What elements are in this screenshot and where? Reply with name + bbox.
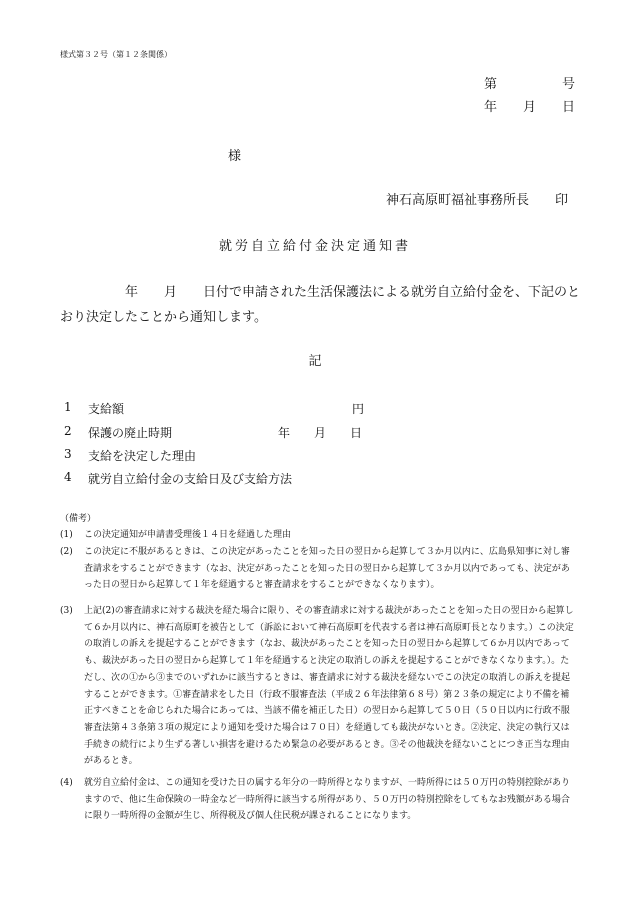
document-number: 第 号: [484, 77, 576, 92]
note-number: (2): [60, 547, 73, 557]
note-text: 就労自立給付金は、この通知を受けた日の属する年分の一時所得となりますが、一時所得には５０万円の特別控除がありますので、他に生命保険の一時金など一時所得に該当する所得があり、５０万円の特別控除をしてもなお残額がある場合に限り一時所得の金額が生じ、所得税及び個人住民税が課されることになります。: [84, 778, 571, 822]
item-value-2: 年 月 日: [278, 426, 363, 440]
addressee: 様: [228, 149, 242, 164]
note-number: (3): [60, 606, 73, 616]
note-2: [60, 544, 578, 594]
note-text: この決定に不服があるときは、この決定があったことを知った日の翌日から起算して３か月以内に、広島県知事に対し審査請求をすることができます（なお、決定があったことを知った日の翌日から起算して３か月以内であっても、決定があった日の翌日から起算して１年を経過すると審査請求をすることができなくなります）。: [84, 547, 570, 591]
item-number-1: 1: [64, 400, 72, 414]
note-text: この決定通知が申請書受理後１４日を経過した理由: [84, 530, 292, 540]
item-number-4: 4: [64, 470, 72, 484]
notes-heading: （備考）: [60, 514, 97, 524]
sender: 神石高原町福祉事務所長 印: [386, 193, 569, 208]
item-label-1: 支給額: [88, 402, 125, 416]
document-date: 年 月 日: [484, 100, 576, 115]
ki-heading: 記: [308, 354, 322, 369]
note-number: (1): [60, 530, 73, 540]
note-4: [60, 775, 578, 825]
note-number: (4): [60, 778, 73, 788]
item-number-3: 3: [64, 447, 72, 461]
item-label-4: 就労自立給付金の支給日及び支給方法: [88, 472, 293, 486]
item-label-3: 支給を決定した理由: [88, 449, 197, 463]
form-number: 様式第３２号（第１２条関係）: [60, 50, 172, 59]
note-text: 上記(2)の審査請求に対する裁決を経た場合に限り、その審査請求に対する裁決があったことを知った日の翌日から起算して６か月以内に、神石高原町を被告として（訴訟において神石高原町を代表する者は神石高原町長となります。）この決定の取消しの訴えを提起することができます（なお、裁決があったことを知った日の翌日から起算して６か月以内であっても、裁決があった日の翌日から起算して１年を経過すると決定の取消しの訴えを提起することができなくなります。）。ただし、次の①から③までのいずれかに該当するときは、審査請求に対する裁決を経ないでこの決定の取消しの訴えを提起することができます。①審査請求をした日（行政不服審査法（平成２６年法律第６８号）第２３条の規定により不備を補正すべきことを命じられた場合にあっては、当該不備を補正した日）の翌日から起算して５０日（５０日以内に行政不服審査法第４３条第３項の規定により通知を受けた場合は７０日）を経過しても裁決がないとき。②決定、決定の執行又は手続きの続行により生ずる著しい損害を避けるため緊急の必要があるとき。③その他裁決を経ないことにつき正当な理由があるとき。: [84, 606, 574, 767]
item-label-2: 保護の廃止時期: [88, 426, 173, 440]
item-value-1: 円: [352, 402, 365, 416]
note-3: [60, 603, 578, 770]
intro-paragraph: 年 月 日付で申請された生活保護法による就労自立給付金を、下記のとおり決定したことから通知します。: [60, 285, 581, 325]
note-1: [60, 527, 578, 544]
document-title: 就労自立給付金決定通知書: [218, 239, 411, 254]
item-number-2: 2: [64, 424, 72, 438]
